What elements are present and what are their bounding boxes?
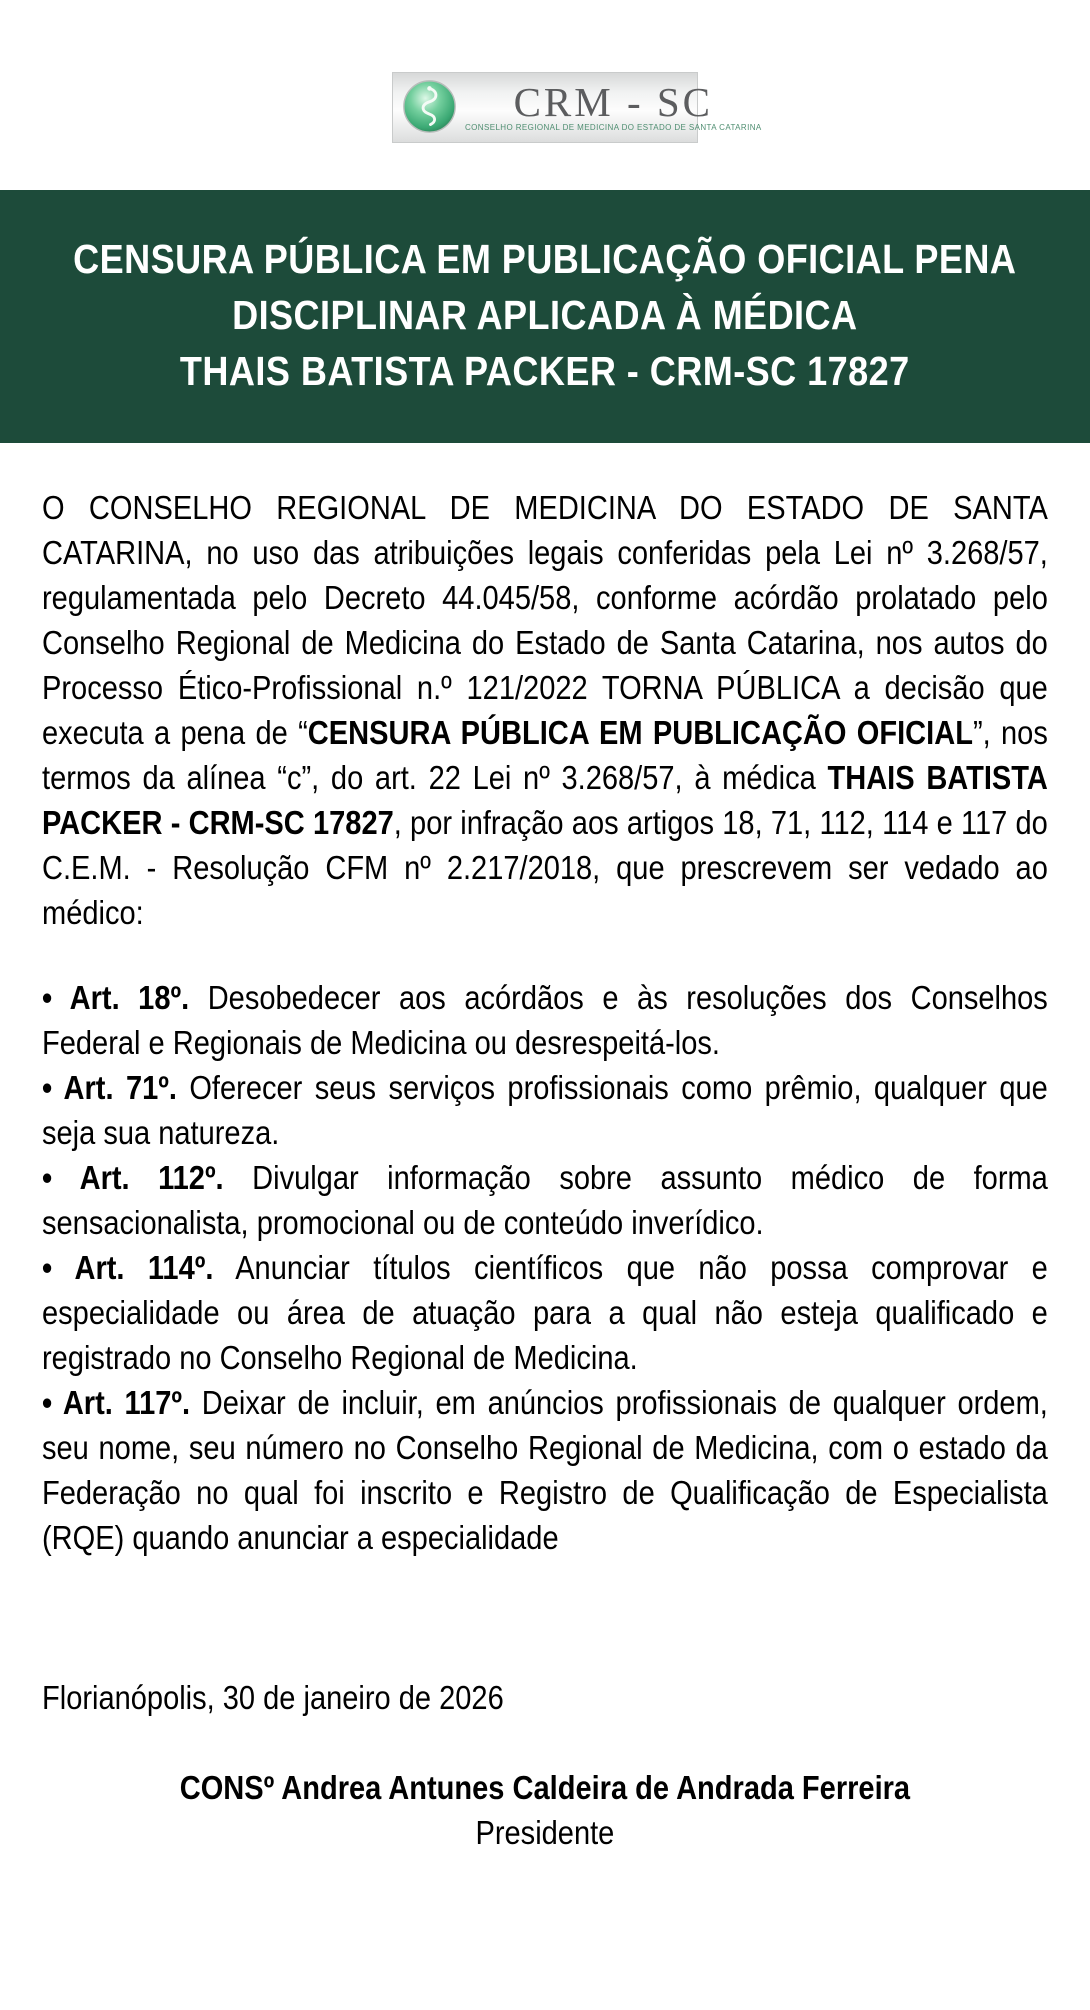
lead-paragraph xyxy=(42,485,1048,935)
header xyxy=(0,0,1090,143)
dateline: Florianópolis, 30 de janeiro de 2026 xyxy=(42,1679,504,1716)
paragraph-segment: CENSURA PÚBLICA EM PUBLICAÇÃO OFICIAL xyxy=(307,714,973,751)
logo-subtitle: CONSELHO REGIONAL DE MEDICINA DO ESTADO DE SANTA CATARINA xyxy=(465,122,762,132)
article-item xyxy=(42,1065,1048,1155)
article-item xyxy=(42,1380,1048,1560)
title-banner xyxy=(0,190,1090,443)
paragraph-segment: ”, nos termos da alínea “c”, do art. 22 Lei nº 3.268/57, à médica xyxy=(42,714,1048,796)
paragraph-segment: THAIS BATISTA PACKER - CRM-SC 17827 xyxy=(42,759,1048,841)
banner-line-3: THAIS BATISTA PACKER - CRM-SC 17827 xyxy=(180,348,910,394)
banner-line-1: CENSURA PÚBLICA EM PUBLICAÇÃO OFICIAL PENA xyxy=(73,236,1017,282)
serpent-staff-sphere-icon xyxy=(401,78,458,135)
banner-line-2: DISCIPLINAR APLICADA À MÉDICA xyxy=(232,292,858,338)
article-text: Divulgar informação sobre assunto médico de forma sensacionalista, promocional ou de conteúdo inverídico. xyxy=(42,1159,1048,1241)
body-text-column xyxy=(42,485,1048,1855)
article-text: Anunciar títulos científicos que não possa comprovar e especialidade ou área de atuação para a qual não esteja qualificado e registrado no Conselho Regional de Medicina. xyxy=(42,1249,1048,1376)
paragraph-segment: , por infração aos artigos 18, 71, 112, 114 e 117 do C.E.M. - Resolução CFM nº 2.217/2018, que prescrevem ser vedado ao médico: xyxy=(42,804,1048,931)
article-label: • Art. 112º. xyxy=(42,1159,224,1196)
crm-sc-logo xyxy=(392,72,762,143)
article-label: • Art. 18º. xyxy=(42,979,190,1016)
article-item xyxy=(42,1245,1048,1380)
logo-text xyxy=(465,78,762,133)
article-label: • Art. 71º. xyxy=(42,1069,177,1106)
document-body xyxy=(0,443,1090,1855)
article-item xyxy=(42,1155,1048,1245)
paragraph-segment: O CONSELHO REGIONAL DE MEDICINA DO ESTADO DE SANTA CATARINA, no uso das atribuições legais conferidas pela Lei nº 3.268/57, regulamentada pelo Decreto 44.045/58, conforme acórdão prolatado pelo Conselho Regional de Medicina do Estado de Santa Catarina, nos autos do Processo Ético-Profissional n.º 121/2022 TORNA PÚBLICA a decisão que executa a pena de “ xyxy=(42,489,1048,751)
signature-name: CONSº Andrea Antunes Caldeira de Andrada Ferreira xyxy=(179,1769,911,1806)
article-label: • Art. 114º. xyxy=(42,1249,214,1286)
article-item xyxy=(42,975,1048,1065)
articles-list xyxy=(42,975,1048,1560)
signature-role: Presidente xyxy=(475,1814,615,1851)
logo-acronym: CRM - SC xyxy=(513,78,714,125)
article-text: Desobedecer aos acórdãos e às resoluções dos Conselhos Federal e Regionais de Medicina ou desrespeitá-los. xyxy=(42,979,1048,1061)
title-banner-text xyxy=(0,231,1090,399)
article-label: • Art. 117º. xyxy=(42,1384,191,1421)
article-text: Oferecer seus serviços profissionais como prêmio, qualquer que seja sua natureza. xyxy=(42,1069,1048,1151)
article-text: Deixar de incluir, em anúncios profissionais de qualquer ordem, seu nome, seu número no Conselho Regional de Medicina, com o estado da Federação no qual foi inscrito e Registro de Qualificação de Especialista (RQE) quando anunciar a especialidade xyxy=(42,1384,1048,1556)
